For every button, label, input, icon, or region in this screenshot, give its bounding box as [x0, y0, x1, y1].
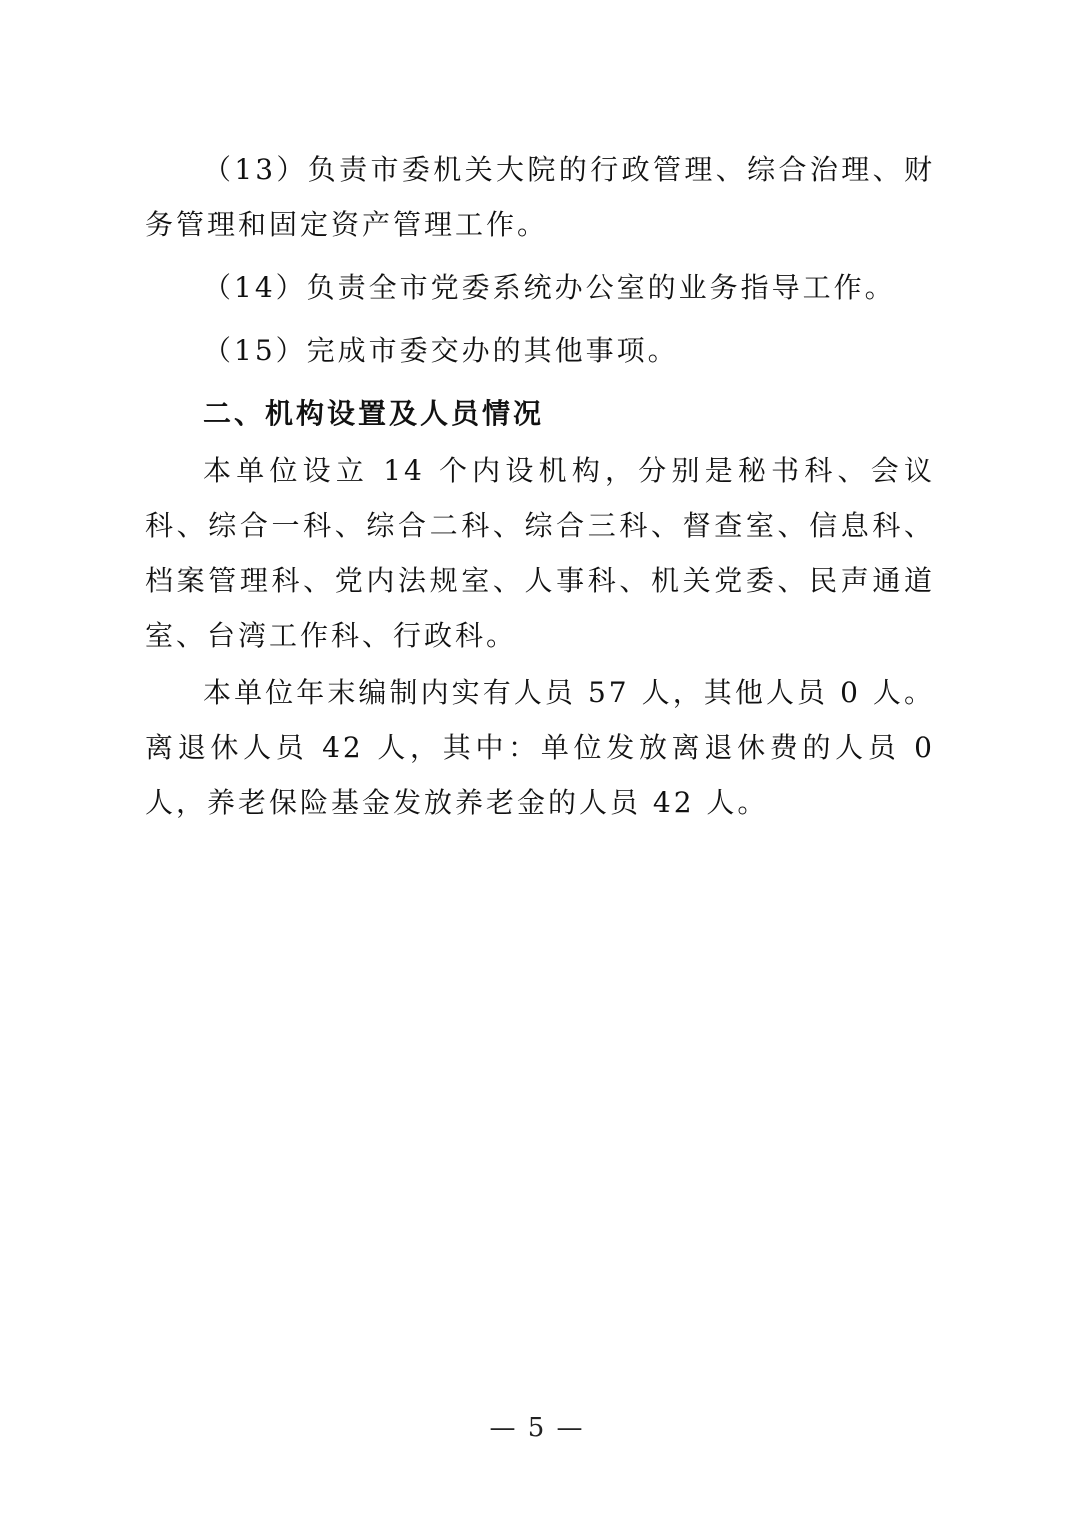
- paragraph-item-14: （14）负责全市党委系统办公室的业务指导工作。: [203, 271, 896, 304]
- paragraph-institutions: 本单位设立 14 个内设机构，分别是秘书科、会议科、综合一科、综合二科、综合三科、督查室、信息科、档案管理科、党内法规室、人事科、机关党委、民声通道室、台湾工作科、行政科。: [145, 454, 935, 652]
- section-heading: 二、机构设置及人员情况: [203, 397, 545, 430]
- paragraph-item-13: （13）负责市委机关大院的行政管理、综合治理、财务管理和固定资产管理工作。: [145, 153, 935, 241]
- document-body: [145, 142, 935, 830]
- paragraph-item-15: （15）完成市委交办的其他事项。: [203, 334, 679, 367]
- paragraph-personnel: 本单位年末编制内实有人员 57 人，其他人员 0 人。离退休人员 42 人，其中：单位发放离退休费的人员 0 人，养老保险基金发放养老金的人员 42 人。: [145, 676, 935, 819]
- page-number: — 5 —: [489, 1413, 585, 1443]
